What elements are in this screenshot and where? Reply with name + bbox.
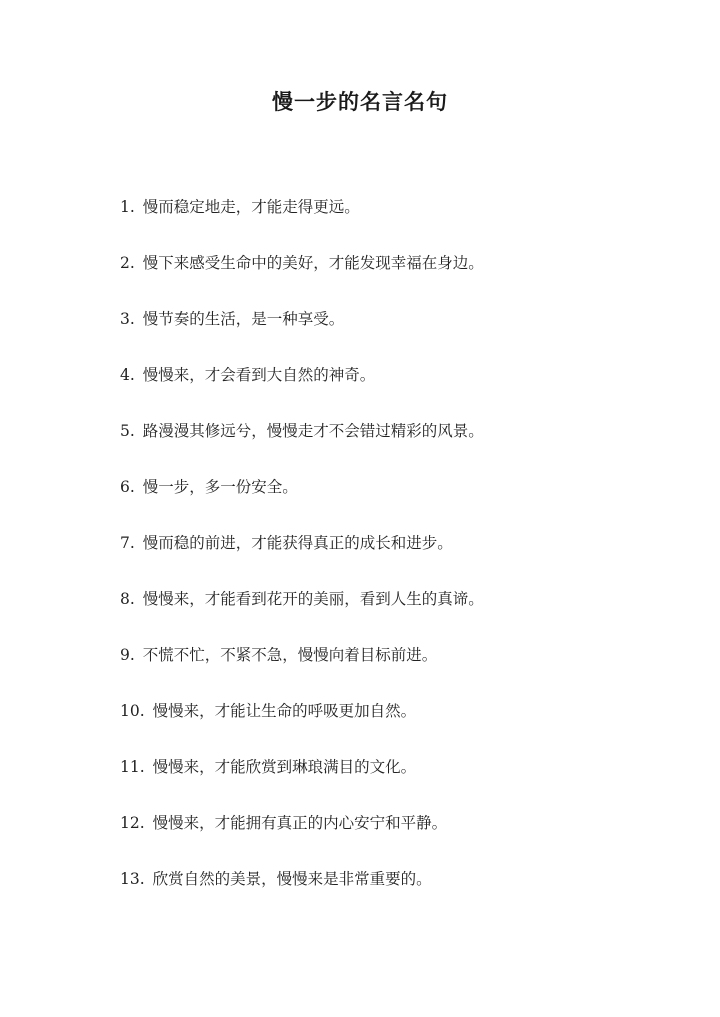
item-number: 3. <box>120 310 135 328</box>
item-number: 9. <box>120 646 135 664</box>
item-number: 13. <box>120 870 145 888</box>
item-text: 慢一步，多一份安全。 <box>142 478 298 496</box>
item-number: 2. <box>120 254 135 272</box>
list-item <box>120 701 680 757</box>
list-item <box>120 365 680 421</box>
item-text: 不慌不忙，不紧不急，慢慢向着目标前进。 <box>142 646 438 664</box>
list-item <box>120 645 680 701</box>
item-text: 慢慢来，才能看到花开的美丽，看到人生的真谛。 <box>142 590 484 608</box>
item-text: 路漫漫其修远兮，慢慢走才不会错过精彩的风景。 <box>142 422 484 440</box>
item-text: 慢而稳定地走，才能走得更远。 <box>142 198 360 216</box>
item-number: 11. <box>120 758 145 776</box>
list-item <box>120 869 680 925</box>
list-item <box>120 421 680 477</box>
item-number: 7. <box>120 534 135 552</box>
list-item <box>120 813 680 869</box>
item-number: 12. <box>120 814 145 832</box>
item-text: 欣赏自然的美景，慢慢来是非常重要的。 <box>152 870 432 888</box>
item-text: 慢下来感受生命中的美好，才能发现幸福在身边。 <box>142 254 484 272</box>
list-item <box>120 197 680 253</box>
item-number: 1. <box>120 198 135 216</box>
list-item <box>120 309 680 365</box>
item-text: 慢慢来，才会看到大自然的神奇。 <box>142 366 376 384</box>
item-number: 6. <box>120 478 135 496</box>
item-number: 5. <box>120 422 135 440</box>
list-item <box>120 253 680 309</box>
item-text: 慢节奏的生活，是一种享受。 <box>142 310 345 328</box>
list-item <box>120 477 680 533</box>
item-text: 慢慢来，才能拥有真正的内心安宁和平静。 <box>152 814 448 832</box>
item-number: 4. <box>120 366 135 384</box>
list-item <box>120 757 680 813</box>
item-text: 慢而稳的前进，才能获得真正的成长和进步。 <box>142 534 453 552</box>
item-number: 10. <box>120 702 145 720</box>
page-title: 慢一步的名言名句 <box>272 89 448 114</box>
quote-list <box>120 197 680 925</box>
list-item <box>120 533 680 589</box>
item-text: 慢慢来，才能让生命的呼吸更加自然。 <box>152 702 417 720</box>
list-item <box>120 589 680 645</box>
item-text: 慢慢来，才能欣赏到琳琅满目的文化。 <box>152 758 417 776</box>
item-number: 8. <box>120 590 135 608</box>
